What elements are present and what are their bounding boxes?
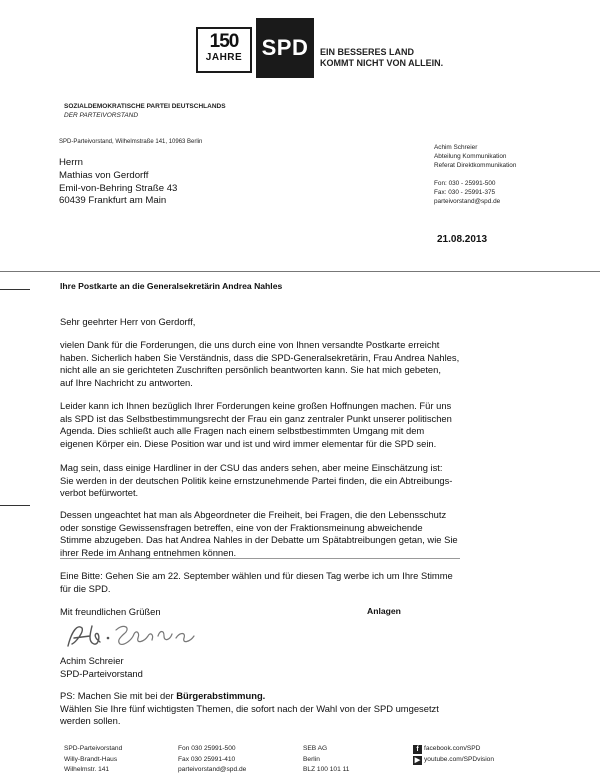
recipient-line-4: 60439 Frankfurt am Main bbox=[59, 195, 167, 207]
postscript bbox=[60, 690, 530, 728]
ps-prefix: PS: Machen Sie mit bei der bbox=[60, 690, 177, 701]
text-line: nicht alle an sie gerichteten Zuschriften persönlich beantworten kann. Sie hat mich gebeten, bbox=[60, 364, 441, 376]
ps-line-3: werden sollen. bbox=[60, 715, 121, 727]
text-line: auf Ihre Nachricht zu antworten. bbox=[60, 376, 193, 388]
spd-logo: SPD bbox=[256, 18, 314, 78]
text-line: Mag sein, dass einige Hardliner in der CSU das anders sehen, aber meine Einschätzung ist: bbox=[60, 462, 443, 473]
anlagen-label: Anlagen bbox=[367, 606, 401, 616]
footer-text: SPD-Parteivorstand bbox=[64, 745, 123, 752]
logo-150-jahre: JAHRE bbox=[205, 52, 243, 63]
footer-text: SEB AG bbox=[303, 745, 328, 752]
paragraph-4 bbox=[60, 509, 520, 559]
signer-block bbox=[60, 655, 520, 680]
footer-address bbox=[64, 744, 122, 776]
footer-text: Berlin bbox=[303, 755, 320, 763]
recipient-line-1: Herrn bbox=[59, 157, 83, 168]
footer-youtube[interactable] bbox=[413, 755, 494, 766]
contact-dept: Abteilung Kommunikation bbox=[434, 153, 507, 160]
slogan-line-1: EIN BESSERES LAND bbox=[320, 47, 415, 57]
salutation: Sehr geehrter Herr von Gerdorff, bbox=[60, 316, 196, 327]
slogan-line-2: KOMMT NICHT VON ALLEIN. bbox=[320, 58, 444, 68]
paragraph-5 bbox=[60, 570, 520, 595]
contact-ref: Referat Direktkommunikation bbox=[434, 162, 517, 169]
text-line: für die SPD. bbox=[60, 582, 111, 594]
text-line: haben. Sicherlich haben Sie Verständnis, dass die SPD-Generalsekretärin, Frau Andrea Nahles, bbox=[60, 351, 460, 363]
sender-line: SPD-Parteivorstand, Wilhelmstraße 141, 10963 Berlin bbox=[59, 139, 203, 145]
footer-social bbox=[413, 744, 494, 765]
footer-facebook[interactable] bbox=[413, 744, 494, 755]
party-name: SOZIALDEMOKRATISCHE PARTEI DEUTSCHLANDS bbox=[64, 103, 226, 110]
ps-line-2: Wählen Sie Ihre fünf wichtigsten Themen, die sofort nach der Wahl von der SPD umgesetzt bbox=[60, 702, 439, 714]
facebook-icon: f bbox=[413, 745, 422, 754]
text-line: Leider kann ich Ihnen bezüglich Ihrer Forderungen keine großen Hoffnungen machen. Für uns bbox=[60, 400, 452, 411]
fold-line bbox=[0, 271, 600, 272]
closing: Mit freundlichen Grüßen bbox=[60, 606, 161, 617]
youtube-link[interactable]: youtube.com/SPDvision bbox=[424, 755, 495, 763]
logo-150-number: 150 bbox=[209, 31, 239, 52]
paragraph-3 bbox=[60, 462, 520, 500]
contact-fon: Fon: 030 - 25991-500 bbox=[434, 180, 496, 187]
recipient-address bbox=[59, 157, 177, 208]
subject-line: Ihre Postkarte an die Generalsekretärin Andrea Nahles bbox=[60, 281, 283, 291]
footer-text: parteivorstand@spd.de bbox=[178, 766, 247, 773]
footer-contact bbox=[178, 744, 246, 776]
footer-text: Wilhelmstr. 141 bbox=[64, 766, 110, 773]
facebook-link[interactable]: facebook.com/SPD bbox=[424, 745, 481, 752]
text-line: Sie werden in der deutschen Politik keine ernstzunehmende Partei finden, die ein Abtreibungs- bbox=[60, 474, 453, 486]
paragraph-1 bbox=[60, 339, 520, 389]
youtube-icon: ▶ bbox=[414, 756, 421, 764]
footer-text: BLZ 100 101 11 bbox=[303, 766, 350, 773]
fold-mark bbox=[0, 289, 30, 290]
text-line: Eine Bitte: Gehen Sie am 22. September wählen und für diesen Tag werbe ich um Ihre Stimme bbox=[60, 570, 453, 581]
ps-line-1 bbox=[60, 690, 530, 703]
recipient-line-3: Emil-von-Behring Straße 43 bbox=[59, 182, 178, 194]
text-line: Agenda. Dies schließt auch alle Fragen nach einem selbstbestimmten Umgang mit dem bbox=[60, 425, 425, 437]
contact-email: parteivorstand@spd.de bbox=[434, 198, 501, 205]
contact-name: Achim Schreier bbox=[434, 144, 478, 151]
signer-org: SPD-Parteivorstand bbox=[60, 667, 143, 679]
slogan bbox=[320, 47, 443, 69]
contact-fax: Fax: 030 - 25991-375 bbox=[434, 189, 496, 196]
text-line: Dessen ungeachtet hat man als Abgeordneter die Freiheit, bei Fragen, die den Lebensschutz bbox=[60, 509, 447, 520]
text-line: verbot befürwortet. bbox=[60, 487, 139, 499]
footer-text: Willy-Brandt-Haus bbox=[64, 755, 118, 763]
text-line: oder sonstige Gewissensfragen betreffen, eine von der Fraktionsmeinung abweichende bbox=[60, 521, 423, 533]
letter-date: 21.08.2013 bbox=[437, 234, 488, 245]
recipient-line-2: Mathias von Gerdorff bbox=[59, 169, 149, 181]
handwritten-signature bbox=[64, 618, 214, 652]
ps-bold: Bürgerabstimmung. bbox=[176, 690, 266, 701]
150-jahre-logo bbox=[196, 27, 252, 73]
footer-bank bbox=[303, 744, 349, 776]
paragraph-2 bbox=[60, 400, 520, 450]
punch-mark bbox=[0, 505, 30, 506]
text-line: eigenen Körper ein. Diese Position war und ist und wird immer elementar für die SPD sein. bbox=[60, 437, 437, 449]
footer-text: Fax 030 25991-410 bbox=[178, 755, 236, 763]
footer-text: Fon 030 25991-500 bbox=[178, 745, 236, 752]
party-sub: DER PARTEIVORSTAND bbox=[64, 112, 139, 119]
contact-block bbox=[434, 143, 516, 206]
text-line: ihrer Rede im Anhang entnehmen können. bbox=[60, 546, 237, 558]
text-line: Stimme abzugeben. Das hat Andrea Nahles in der Debatte um Spätabtreibungen getan, wie Sie bbox=[60, 534, 458, 546]
text-line: vielen Dank für die Forderungen, die uns durch eine von Ihnen versandte Postkarte erreicht bbox=[60, 339, 440, 350]
signer-name: Achim Schreier bbox=[60, 655, 124, 666]
text-line: als SPD ist das Selbstbestimmungsrecht der Frau ein ganz zentraler Punkt unserer politischen bbox=[60, 412, 452, 424]
